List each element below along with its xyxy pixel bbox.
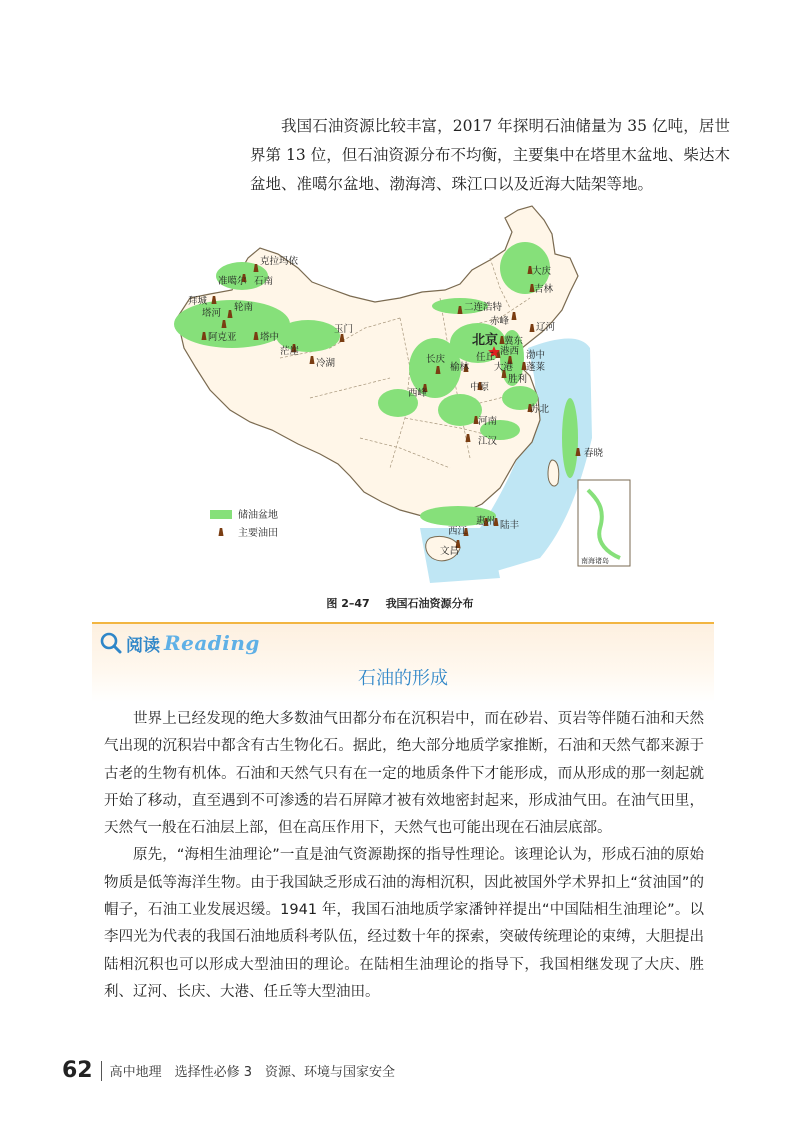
label-huaya: 茫崖: [280, 346, 300, 357]
figure-caption: [0, 595, 800, 611]
label-yumen: 玉门: [334, 324, 354, 335]
label-dagang: 大港: [494, 362, 514, 373]
label-jilin: 吉林: [534, 284, 554, 295]
label-shengli: 胜利: [508, 374, 528, 385]
reading-title: 石油的形成: [358, 668, 448, 689]
label-penglai: 蓬莱: [526, 362, 546, 373]
label-zhongyuan: 中原: [470, 382, 490, 393]
label-tazhong: 塔中: [260, 332, 280, 343]
label-jianghan: 江汉: [478, 436, 498, 447]
label-gangxin: 港西: [500, 346, 520, 357]
figure-number: 图 2–47: [326, 597, 370, 610]
reading-label-cn: 阅读: [126, 635, 160, 656]
figure-title: 我国石油资源分布: [385, 597, 474, 610]
label-lenghu: 冷湖: [316, 358, 336, 369]
label-daqing: 大庆: [532, 266, 552, 277]
nanhai-inset: [578, 480, 630, 566]
magnifier-icon: [98, 630, 124, 656]
label-renqiu: 任丘: [476, 352, 496, 363]
label-henan: 河南: [478, 416, 498, 427]
intro-paragraph: 我国石油资源比较丰富，2017 年探明石油储量为 35 亿吨，居世界第 13 位，但石油资源分布不均衡，主要集中在塔里木盆地、柴达木盆地、准噶尔盆地、渤海湾、珠江口以及近海大陆架等地。: [250, 117, 730, 193]
label-kelamayi: 克拉玛依: [260, 256, 299, 267]
footer-divider: [101, 1061, 102, 1081]
label-chifeng: 赤峰: [490, 316, 510, 327]
reading-tag: [98, 630, 260, 656]
reading-label-en: Reading: [164, 631, 260, 655]
label-xijiang: 西江: [448, 526, 468, 537]
reading-body: [104, 706, 704, 1006]
oil-resource-map: [160, 198, 660, 588]
page-number: 62: [62, 1058, 93, 1083]
label-zhungeer: 准噶尔: [218, 276, 247, 287]
label-jidong: 冀东: [504, 336, 524, 347]
label-nanhai: 南海诸岛: [581, 557, 609, 565]
body-paragraph-2: 原先，“海相生油理论”一直是油气资源勘探的指导性理论。该理论认为，形成石油的原始物质是低等海洋生物。由于我国缺乏形成石油的海相沉积，因此被国外学术界扣上“贫油国”的帽子，石油工业发展迟缓。1941 年，我国石油地质学家潘钟祥提出“中国陆相生油理论”。以李四光为代表的我国石油地质科考队伍，经过数十年的探索，突破传统理论的束缚，大胆提出陆相沉积也可以形成大型油田的理论。在陆相生油理论的指导下，我国相继发现了大庆、胜利、辽河、长庆、大港、任丘等大型油田。: [104, 847, 704, 1000]
taiwan: [548, 460, 559, 486]
label-tahe: 塔河: [202, 308, 222, 319]
legend-basin: 储油盆地: [238, 510, 278, 521]
label-wenchang: 文昌: [440, 546, 460, 557]
map-legend: [210, 508, 278, 539]
label-chunxiao: 春晓: [584, 448, 604, 459]
book-title: 高中地理 选择性必修 3 资源、环境与国家安全: [109, 1065, 396, 1080]
label-subei: 苏北: [530, 404, 550, 415]
label-akeya: 阿克亚: [208, 332, 237, 343]
label-huizhou: 惠州: [476, 516, 496, 527]
label-yulin: 榆林: [450, 362, 470, 373]
label-xifeng: 西峰: [408, 388, 428, 399]
label-baicheng: 拜城: [188, 296, 208, 307]
page-footer: [62, 1058, 395, 1083]
label-liaohe: 辽河: [536, 322, 556, 333]
label-changqing: 长庆: [426, 354, 446, 365]
label-lunnan: 轮南: [234, 302, 254, 313]
label-lufeng: 陆丰: [500, 520, 520, 531]
label-bozhong: 渤中: [526, 350, 546, 361]
body-paragraph-1: 世界上已经发现的绝大多数油气田都分布在沉积岩中，而在砂岩、页岩等伴随石油和天然气出现的沉积岩中都含有古生物化石。据此，绝大部分地质学家推断，石油和天然气都来源于古老的生物有机体。石油和天然气只有在一定的地质条件下才能形成，而从形成的那一刻起就开始了移动，直至遇到不可渗透的岩石屏障才被有效地密封起来，形成油气田。在油气田里，天然气一般在石油层上部，但在高压作用下，天然气也可能出现在石油层底部。: [104, 711, 704, 837]
reading-box: [92, 622, 714, 702]
label-erlianhaote: 二连浩特: [464, 302, 503, 313]
label-beijing: 北京: [472, 333, 499, 348]
legend-oilfield: 主要油田: [238, 528, 278, 539]
label-shinan: 石南: [254, 276, 274, 287]
